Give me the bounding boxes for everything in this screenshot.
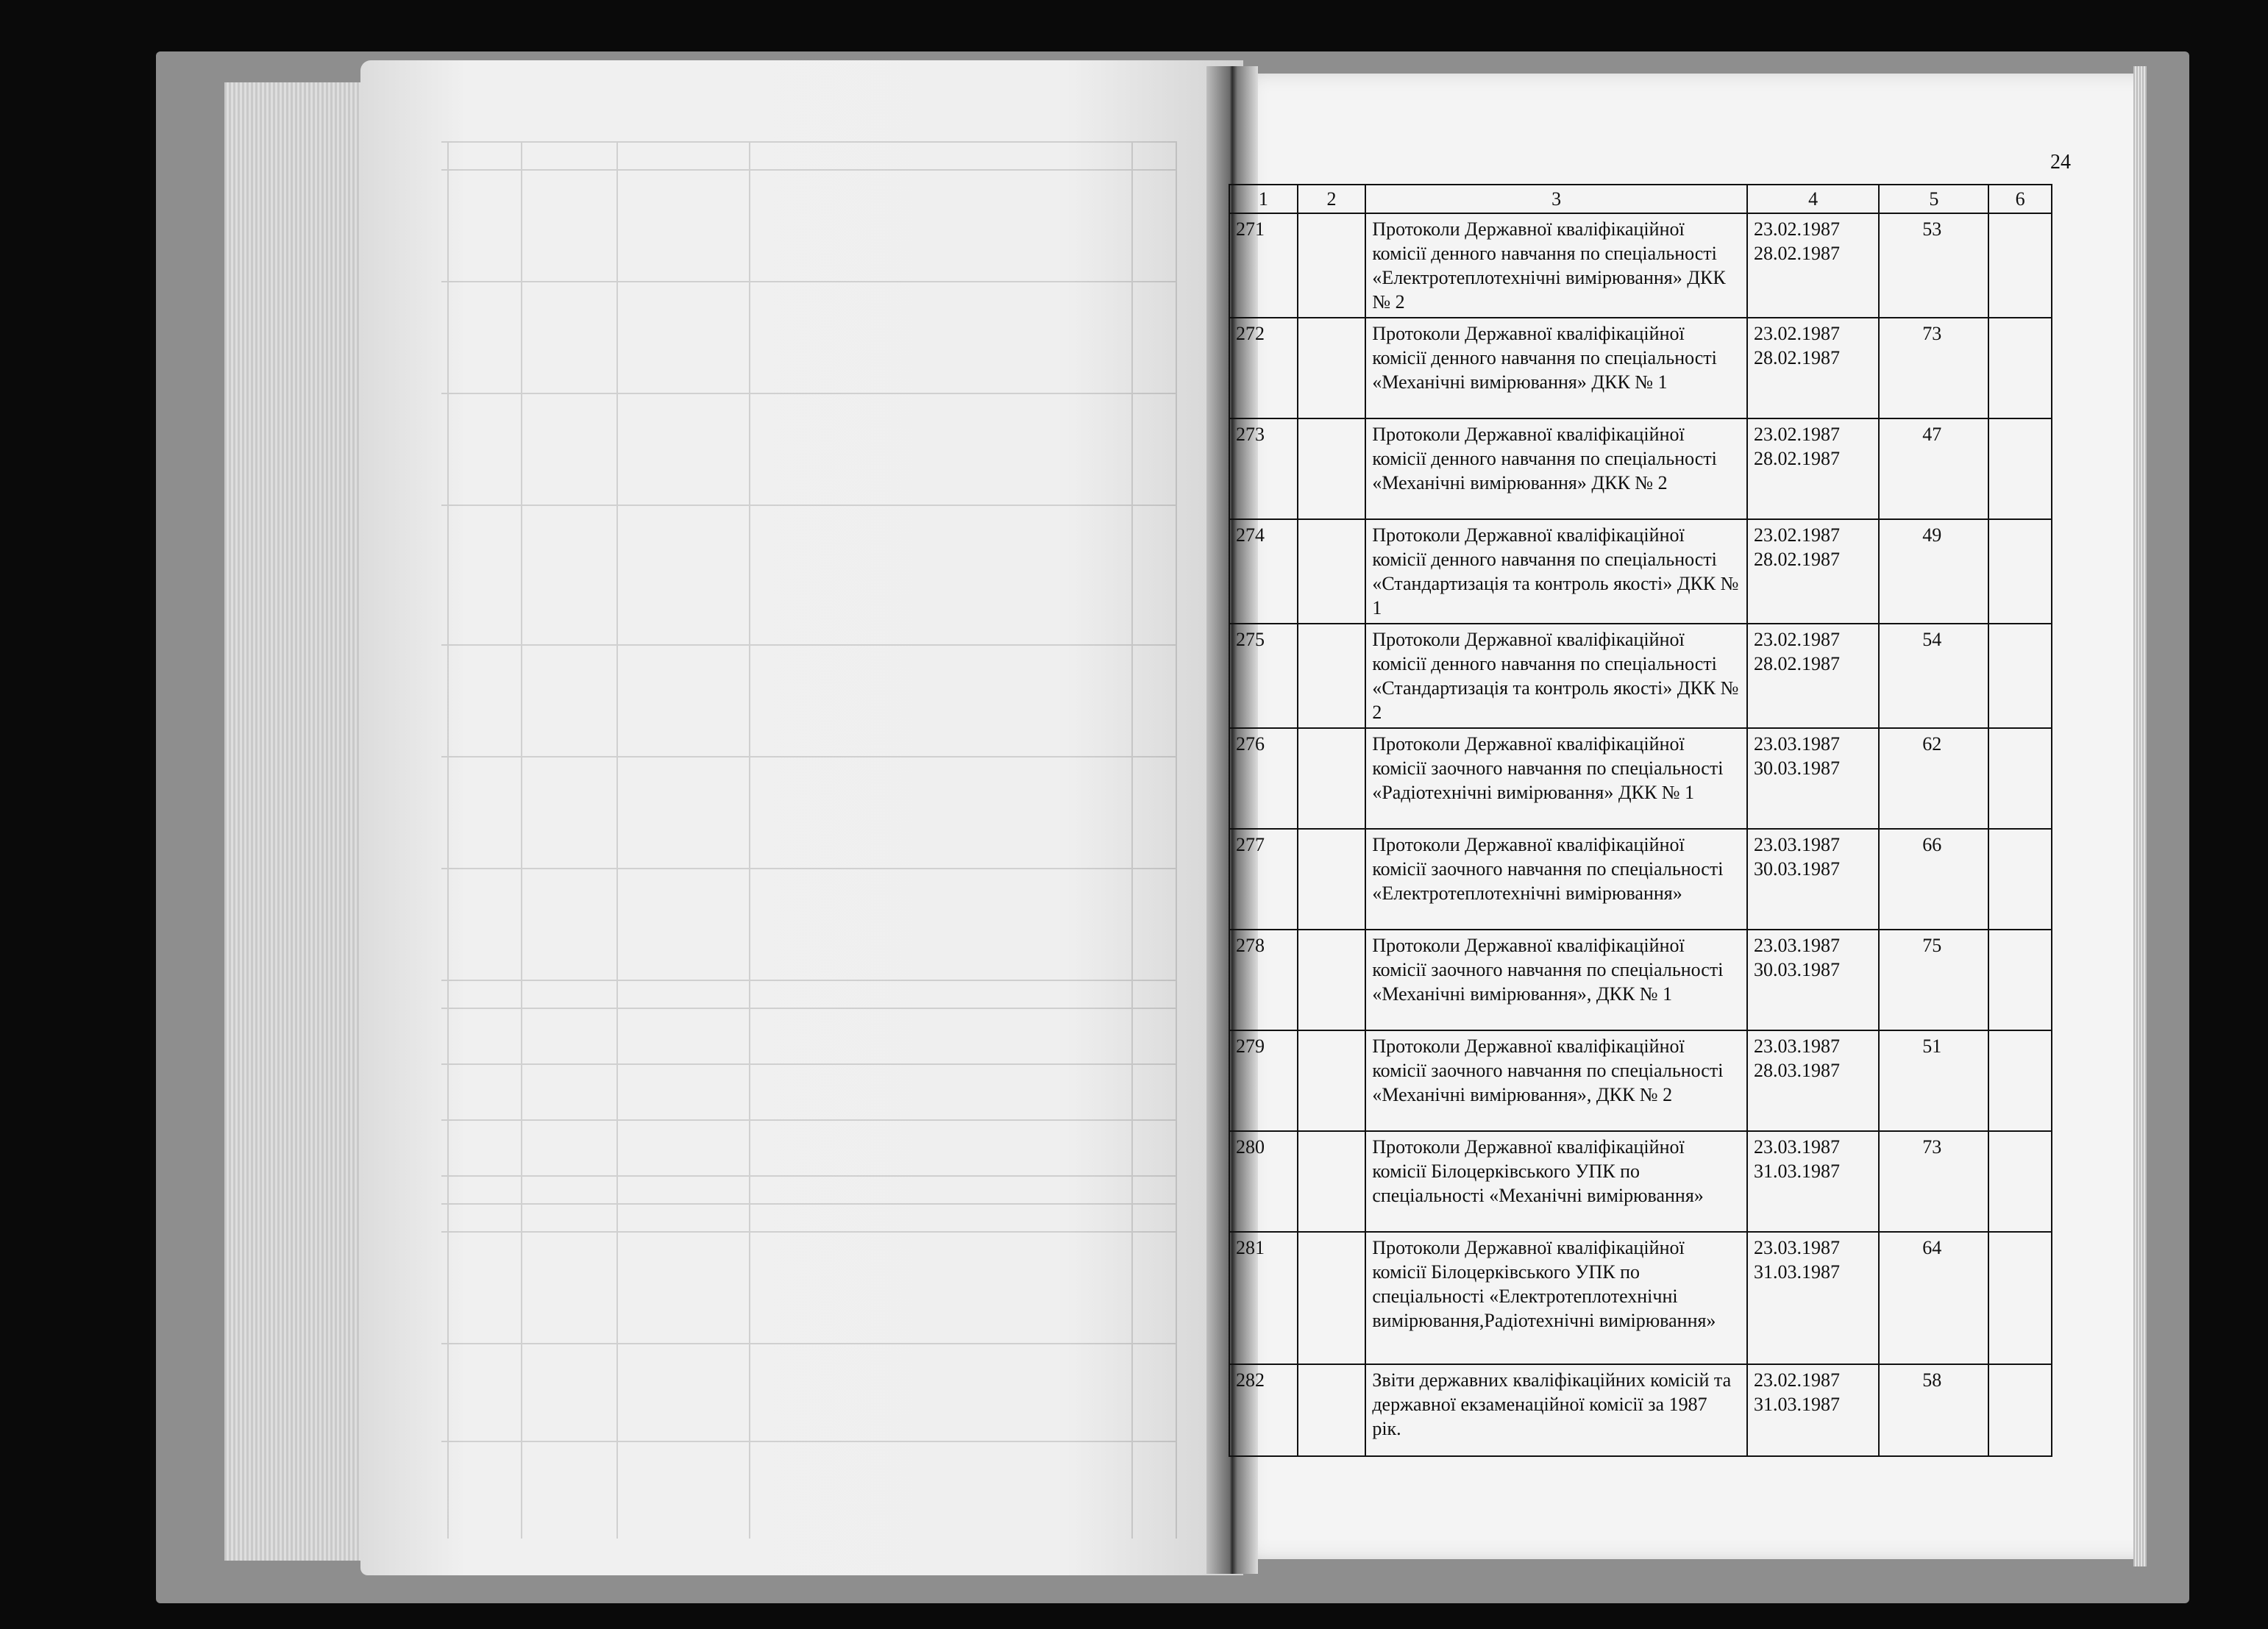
date-end: 30.03.1987 <box>1754 858 1841 880</box>
record-number: 271 <box>1229 213 1298 318</box>
date-end: 31.03.1987 <box>1754 1394 1841 1415</box>
record-page-count: 58 <box>1879 1364 1988 1456</box>
record-number: 274 <box>1229 519 1298 624</box>
record-col-2 <box>1298 728 1366 829</box>
record-page-count: 75 <box>1879 930 1988 1030</box>
record-title: Протоколи Державної кваліфікаційної комісії Білоцерківського УПК по спеціальності «Електротеплотехнічні вимірювання,Радіотехнічні вимірювання» <box>1365 1232 1747 1364</box>
record-col-2 <box>1298 624 1366 728</box>
column-header: 5 <box>1879 185 1988 213</box>
mirrored-table-ghost <box>441 141 1177 1539</box>
left-page-show-through <box>360 60 1243 1575</box>
record-title: Протоколи Державної кваліфікаційної комісії денного навчання по спеціальності «Механічні вимірювання» ДКК № 2 <box>1365 418 1747 519</box>
table-row <box>1229 930 2052 1030</box>
record-col-2 <box>1298 930 1366 1030</box>
date-start: 23.03.1987 <box>1754 1035 1841 1057</box>
date-end: 28.02.1987 <box>1754 549 1841 570</box>
record-page-count: 54 <box>1879 624 1988 728</box>
record-number: 278 <box>1229 930 1298 1030</box>
record-number: 275 <box>1229 624 1298 728</box>
record-number: 279 <box>1229 1030 1298 1131</box>
record-col-6 <box>1988 624 2052 728</box>
column-header: 1 <box>1229 185 1298 213</box>
column-header: 2 <box>1298 185 1366 213</box>
date-start: 23.02.1987 <box>1754 218 1841 240</box>
record-col-6 <box>1988 1364 2052 1456</box>
right-page-edge <box>2133 66 2147 1566</box>
record-title: Звіти державних кваліфікаційних комісій та державної екзаменаційної комісії за 1987 рік. <box>1365 1364 1747 1456</box>
date-end: 30.03.1987 <box>1754 959 1841 980</box>
date-start: 23.02.1987 <box>1754 1369 1841 1391</box>
table-row <box>1229 1364 2052 1456</box>
date-end: 31.03.1987 <box>1754 1161 1841 1182</box>
record-col-2 <box>1298 519 1366 624</box>
page-stack-edge <box>224 82 372 1561</box>
record-col-6 <box>1988 728 2052 829</box>
date-start: 23.03.1987 <box>1754 1237 1841 1258</box>
date-start: 23.02.1987 <box>1754 629 1841 650</box>
record-title: Протоколи Державної кваліфікаційної комісії денного навчання по спеціальності «Стандартизація та контроль якості» ДКК № 1 <box>1365 519 1747 624</box>
table-row <box>1229 624 2052 728</box>
record-number: 277 <box>1229 829 1298 930</box>
date-start: 23.03.1987 <box>1754 1136 1841 1158</box>
date-end: 28.02.1987 <box>1754 347 1841 368</box>
record-page-count: 66 <box>1879 829 1988 930</box>
record-col-6 <box>1988 1030 2052 1131</box>
record-title: Протоколи Державної кваліфікаційної комісії заочного навчання по спеціальності «Механічні вимірювання», ДКК № 1 <box>1365 930 1747 1030</box>
record-number: 272 <box>1229 318 1298 418</box>
record-page-count: 73 <box>1879 1131 1988 1232</box>
record-number: 281 <box>1229 1232 1298 1364</box>
record-dates <box>1747 728 1879 829</box>
record-dates <box>1747 318 1879 418</box>
date-end: 31.03.1987 <box>1754 1261 1841 1283</box>
record-dates <box>1747 829 1879 930</box>
record-title: Протоколи Державної кваліфікаційної комісії заочного навчання по спеціальності «Радіотехнічні вимірювання» ДКК № 1 <box>1365 728 1747 829</box>
date-start: 23.03.1987 <box>1754 733 1841 755</box>
table-row <box>1229 519 2052 624</box>
table-row <box>1229 213 2052 318</box>
record-col-2 <box>1298 418 1366 519</box>
date-start: 23.02.1987 <box>1754 424 1841 445</box>
record-title: Протоколи Державної кваліфікаційної комісії заочного навчання по спеціальності «Механічні вимірювання», ДКК № 2 <box>1365 1030 1747 1131</box>
table-row <box>1229 728 2052 829</box>
record-number: 273 <box>1229 418 1298 519</box>
date-end: 30.03.1987 <box>1754 758 1841 779</box>
record-col-2 <box>1298 213 1366 318</box>
record-col-6 <box>1988 519 2052 624</box>
record-number: 276 <box>1229 728 1298 829</box>
date-end: 28.02.1987 <box>1754 448 1841 469</box>
table-row <box>1229 318 2052 418</box>
column-header: 6 <box>1988 185 2052 213</box>
date-start: 23.02.1987 <box>1754 524 1841 546</box>
record-col-6 <box>1988 213 2052 318</box>
record-title: Протоколи Державної кваліфікаційної комісії денного навчання по спеціальності «Механічні вимірювання» ДКК № 1 <box>1365 318 1747 418</box>
record-dates <box>1747 1232 1879 1364</box>
record-col-2 <box>1298 1364 1366 1456</box>
record-title: Протоколи Державної кваліфікаційної комісії Білоцерківського УПК по спеціальності «Механічні вимірювання» <box>1365 1131 1747 1232</box>
record-col-2 <box>1298 829 1366 930</box>
records-table <box>1229 184 2052 1457</box>
record-page-count: 51 <box>1879 1030 1988 1131</box>
date-end: 28.02.1987 <box>1754 653 1841 674</box>
table-header-row <box>1229 185 2052 213</box>
column-header: 4 <box>1747 185 1879 213</box>
record-dates <box>1747 213 1879 318</box>
record-number: 280 <box>1229 1131 1298 1232</box>
record-title: Протоколи Державної кваліфікаційної комісії денного навчання по спеціальності «Електротеплотехнічні вимірювання» ДКК № 2 <box>1365 213 1747 318</box>
table-row <box>1229 1232 2052 1364</box>
record-col-6 <box>1988 1131 2052 1232</box>
record-number: 282 <box>1229 1364 1298 1456</box>
record-page-count: 64 <box>1879 1232 1988 1364</box>
record-col-2 <box>1298 1030 1366 1131</box>
date-end: 28.02.1987 <box>1754 243 1841 264</box>
record-page-count: 49 <box>1879 519 1988 624</box>
record-col-6 <box>1988 318 2052 418</box>
record-page-count: 53 <box>1879 213 1988 318</box>
record-title: Протоколи Державної кваліфікаційної комісії заочного навчання по спеціальності «Електротеплотехнічні вимірювання» <box>1365 829 1747 930</box>
date-start: 23.03.1987 <box>1754 834 1841 855</box>
record-dates <box>1747 519 1879 624</box>
date-start: 23.03.1987 <box>1754 935 1841 956</box>
record-col-2 <box>1298 1232 1366 1364</box>
record-col-6 <box>1988 829 2052 930</box>
record-dates <box>1747 1364 1879 1456</box>
record-page-count: 47 <box>1879 418 1988 519</box>
record-dates <box>1747 624 1879 728</box>
date-start: 23.02.1987 <box>1754 323 1841 344</box>
table-row <box>1229 829 2052 930</box>
record-col-6 <box>1988 1232 2052 1364</box>
record-page-count: 73 <box>1879 318 1988 418</box>
record-col-2 <box>1298 318 1366 418</box>
table-row <box>1229 418 2052 519</box>
record-dates <box>1747 930 1879 1030</box>
record-dates <box>1747 1131 1879 1232</box>
table-row <box>1229 1131 2052 1232</box>
record-col-6 <box>1988 930 2052 1030</box>
record-dates <box>1747 1030 1879 1131</box>
record-dates <box>1747 418 1879 519</box>
record-page-count: 62 <box>1879 728 1988 829</box>
record-col-2 <box>1298 1131 1366 1232</box>
table-row <box>1229 1030 2052 1131</box>
date-end: 28.03.1987 <box>1754 1060 1841 1081</box>
record-title: Протоколи Державної кваліфікаційної комісії денного навчання по спеціальності «Стандартизація та контроль якості» ДКК № 2 <box>1365 624 1747 728</box>
page-number: 24 <box>2050 151 2071 174</box>
record-col-6 <box>1988 418 2052 519</box>
column-header: 3 <box>1365 185 1747 213</box>
